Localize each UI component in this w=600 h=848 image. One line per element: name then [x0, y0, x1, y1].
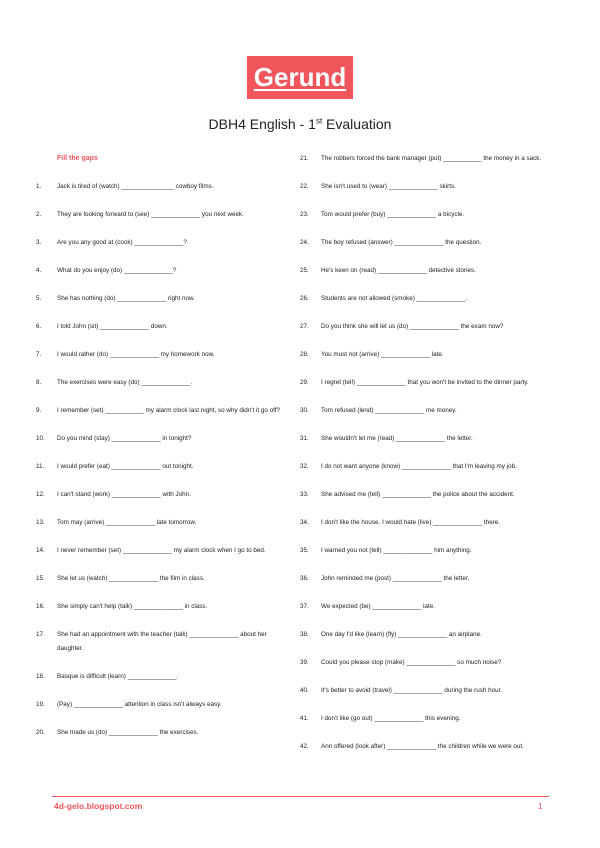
exercise-text: She isn't used to (wear) ______________ skirts. — [321, 183, 456, 190]
exercise-item — [300, 656, 548, 684]
exercise-number: 1. — [36, 183, 42, 190]
footer-page-number: 1 — [538, 801, 543, 811]
exercise-number: 31. — [300, 435, 309, 442]
exercise-item — [300, 376, 548, 404]
exercise-item — [300, 572, 548, 600]
exercise-number: 20. — [36, 729, 45, 736]
exercise-item — [300, 264, 548, 292]
exercise-text: Tom would prefer (buy) ______________ a bicycle. — [321, 211, 465, 218]
exercise-text: Could you please stop (make) ______________ so much noise? — [321, 659, 502, 666]
exercise-item — [36, 600, 280, 628]
exercise-item — [300, 628, 548, 656]
exercise-number: 9. — [36, 407, 42, 414]
exercise-item — [300, 320, 548, 348]
exercise-number: 24. — [300, 239, 309, 246]
exercise-item — [36, 544, 280, 572]
exercise-number: 27. — [300, 323, 309, 330]
exercise-text: One day I'd like (learn) (fly) ______________ an airplane. — [321, 631, 482, 638]
exercise-text: I do not want anyone (know) ______________ that I'm leaving my job. — [321, 463, 517, 470]
exercise-text: I don't like (go out) ______________ this evening. — [321, 715, 461, 722]
exercise-text: Tom may (arrive) ______________ late tomorrow. — [57, 519, 197, 526]
exercise-text: They are looking forward to (see) ______________ you next week. — [57, 211, 244, 218]
exercise-number: 22. — [300, 183, 309, 190]
exercise-text: She let us (watch) ______________ the film in class. — [57, 575, 205, 582]
exercise-number: 21. — [300, 155, 309, 162]
exercise-text: I told John (sit) ______________ down. — [57, 323, 168, 330]
exercise-item — [300, 208, 548, 236]
exercise-item — [36, 628, 280, 670]
exercise-item — [300, 712, 548, 740]
exercise-number: 33. — [300, 491, 309, 498]
exercise-item — [36, 572, 280, 600]
footer-site-link[interactable]: 4d-gelo.blogspot.com — [54, 801, 143, 811]
exercise-item — [36, 236, 280, 264]
exercise-text: She simply can't help (talk) ______________ in class. — [57, 603, 208, 610]
right-column — [300, 152, 548, 768]
exercise-text: We expected (be) ______________ late. — [321, 603, 436, 610]
exercise-text: He's keen on (read) ______________ detective stories. — [321, 267, 476, 274]
exercise-number: 13. — [36, 519, 45, 526]
exercise-text: I warned you not (tell) ______________ him anything. — [321, 547, 472, 554]
exercise-item — [36, 432, 280, 460]
exercise-number: 10. — [36, 435, 45, 442]
exercise-text: The robbers forced the bank manager (put) ___________ the money in a sack. — [321, 155, 542, 162]
exercise-text: It's better to avoid (travel) ______________ during the rush hour. — [321, 687, 503, 694]
exercise-item — [300, 348, 548, 376]
exercise-item — [300, 740, 548, 768]
exercise-text: The exercises were easy (do) ______________. — [57, 379, 193, 386]
exercise-text: She had an appointment with the teacher (talk) ______________ about her daughter. — [57, 631, 267, 652]
exercise-number: 29. — [300, 379, 309, 386]
exercise-item — [36, 698, 280, 726]
exercise-text: She has nothing (do) ______________ right now. — [57, 295, 195, 302]
exercise-text: I would rather (do) ______________ my homework now. — [57, 351, 215, 358]
exercise-number: 11. — [36, 463, 45, 470]
exercise-item — [36, 670, 280, 698]
exercise-number: 4. — [36, 267, 42, 274]
exercise-number: 18. — [36, 673, 45, 680]
exercise-number: 23. — [300, 211, 309, 218]
exercise-number: 42. — [300, 743, 309, 750]
exercise-number: 28. — [300, 351, 309, 358]
exercise-item — [36, 516, 280, 544]
exercise-text: Are you any good at (cook) ______________? — [57, 239, 187, 246]
subtitle-sup: st — [315, 116, 323, 126]
exercise-number: 40. — [300, 687, 309, 694]
exercise-item — [300, 152, 548, 180]
exercise-number: 14. — [36, 547, 45, 554]
exercise-text: I would prefer (eat) ______________ out tonight. — [57, 463, 194, 470]
exercise-text: She advised me (tell) ______________ the police about the accident. — [321, 491, 515, 498]
exercise-item — [36, 348, 280, 376]
exercise-text: What do you enjoy (do) ______________? — [57, 267, 177, 274]
page-subtitle — [0, 116, 600, 132]
exercise-text: I don't like the house. I would hate (live) ______________ there. — [321, 519, 501, 526]
exercise-number: 6. — [36, 323, 42, 330]
exercise-number: 25. — [300, 267, 309, 274]
exercise-number: 39. — [300, 659, 309, 666]
exercise-item — [36, 320, 280, 348]
exercise-number: 2. — [36, 211, 42, 218]
exercise-number: 32. — [300, 463, 309, 470]
exercise-number: 37. — [300, 603, 309, 610]
exercise-item — [300, 292, 548, 320]
exercise-number: 35. — [300, 547, 309, 554]
exercise-item — [36, 404, 280, 432]
exercise-number: 15. — [36, 575, 45, 582]
exercise-number: 41. — [300, 715, 309, 722]
exercise-number: 36. — [300, 575, 309, 582]
exercise-text: (Pay) ______________ attention in class isn't always easy. — [57, 701, 222, 708]
footer-divider — [52, 796, 549, 797]
exercise-item — [36, 292, 280, 320]
exercise-text: I never remember (set) ______________ my alarm clock when I go to bed. — [57, 547, 266, 554]
exercise-text: Tom refused (lend) ______________ me money. — [321, 407, 457, 414]
exercise-item — [300, 684, 548, 712]
exercise-text: Basque is difficult (learn) ______________. — [57, 673, 179, 680]
title-banner: Gerund — [247, 56, 353, 99]
exercise-text: I regret (tell) ______________ that you won't be invited to the dinner party. — [321, 379, 529, 386]
exercise-item — [300, 600, 548, 628]
exercise-text: I remember (set) ___________ my alarm clock last night, so why didn't it go off? — [57, 407, 280, 414]
exercise-text: She made us (do) ______________ the exercises. — [57, 729, 199, 736]
exercise-item — [300, 544, 548, 572]
exercise-text: She wouldn't let me (read) ______________ the letter. — [321, 435, 473, 442]
exercise-item — [300, 432, 548, 460]
exercise-item — [300, 460, 548, 488]
exercise-item — [300, 516, 548, 544]
exercise-number: 30. — [300, 407, 309, 414]
exercise-text: The boy refused (answer) ______________ the question. — [321, 239, 482, 246]
exercise-text: Jack is tired of (watch) _______________ cowboy films. — [57, 183, 214, 190]
exercise-item — [36, 208, 280, 236]
exercise-text: Do you mind (stay) ______________ in tonight? — [57, 435, 192, 442]
exercise-text: Do you think she will let us (do) ______________ the exam now? — [321, 323, 504, 330]
exercise-number: 26. — [300, 295, 309, 302]
exercise-text: Students are not allowed (smoke) ______________. — [321, 295, 468, 302]
section-heading: Fill the gaps — [57, 155, 98, 162]
exercise-number: 7. — [36, 351, 42, 358]
exercise-number: 16. — [36, 603, 45, 610]
exercise-number: 12. — [36, 491, 45, 498]
exercise-item — [36, 264, 280, 292]
exercise-number: 38. — [300, 631, 309, 638]
exercise-number: 8. — [36, 379, 42, 386]
exercise-item — [36, 180, 280, 208]
exercise-item — [300, 488, 548, 516]
exercise-number: 17. — [36, 631, 45, 638]
exercise-item — [36, 488, 280, 516]
subtitle-main: DBH4 English - 1 — [208, 116, 316, 132]
exercise-number: 19. — [36, 701, 45, 708]
exercise-text: You must not (arrive) ______________ late. — [321, 351, 444, 358]
exercise-text: John reminded me (post) ______________ the letter. — [321, 575, 470, 582]
left-column — [36, 152, 280, 754]
exercise-item — [36, 376, 280, 404]
exercise-item — [300, 404, 548, 432]
exercise-number: 34. — [300, 519, 309, 526]
exercise-item — [36, 460, 280, 488]
exercise-item — [300, 236, 548, 264]
subtitle-end: Evaluation — [322, 116, 392, 132]
exercise-text: I can't stand (work) ______________ with John. — [57, 491, 191, 498]
exercise-number: 3. — [36, 239, 42, 246]
exercise-item — [300, 180, 548, 208]
exercise-item — [36, 726, 280, 754]
exercise-number: 5. — [36, 295, 42, 302]
exercise-text: Ann offered (look after) ______________ the children while we were out. — [321, 743, 524, 750]
